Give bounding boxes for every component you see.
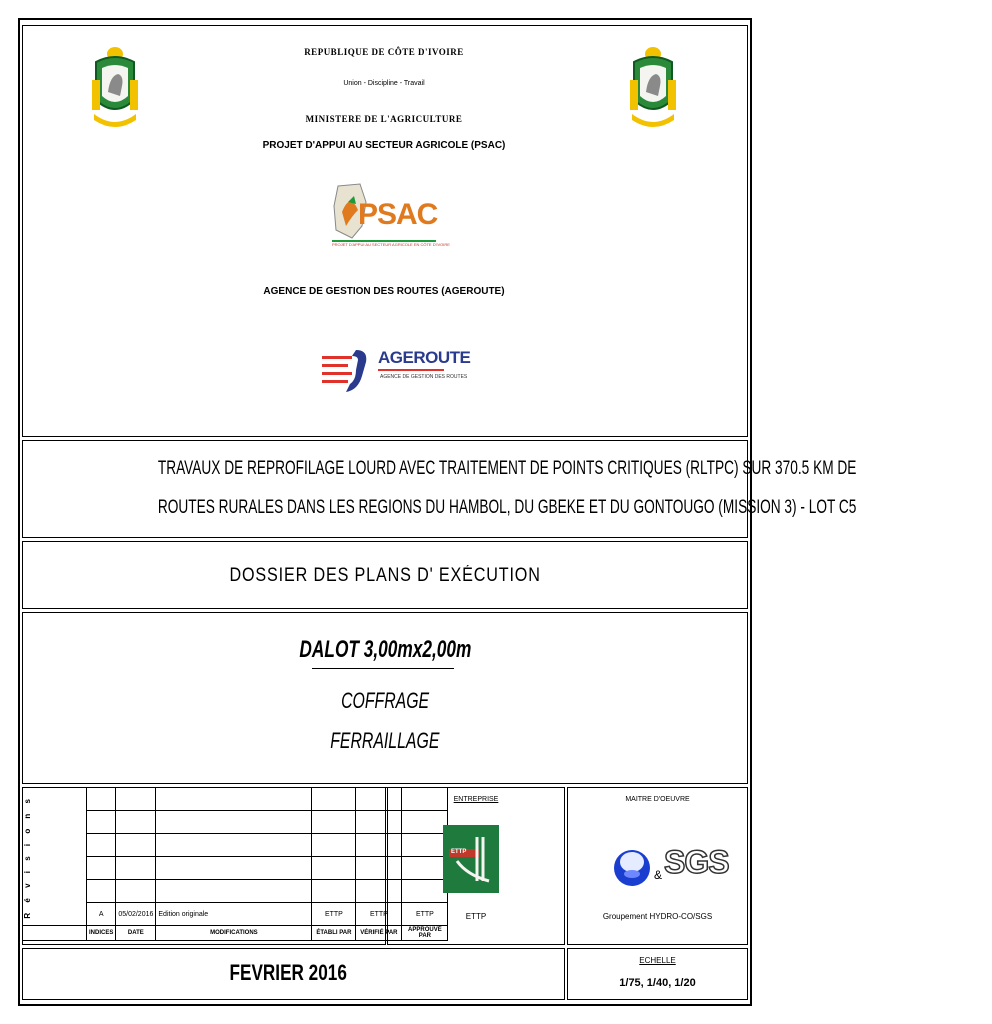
- revision-etabli: ETTP: [312, 903, 356, 926]
- works-title-box: [22, 440, 857, 538]
- revision-empty-row: [23, 857, 448, 880]
- revision-empty-row: [23, 788, 448, 811]
- works-title-line-2: ROUTES RURALES DANS LES REGIONS DU HAMBOL, DU GBEKE ET DU GONTOUGO (MISSION 3) - LOT C5: [157, 497, 857, 518]
- drawing-line-2: FERRAILLAGE: [330, 728, 440, 753]
- coat-of-arms-right-icon: [626, 40, 680, 132]
- maitre-name: Groupement HYDRO-CO/SGS: [602, 912, 713, 921]
- project-name: PROJET D'APPUI AU SECTEUR AGRICOLE (PSAC): [262, 140, 506, 151]
- entreprise-label: ENTREPRISE: [453, 796, 499, 803]
- entreprise-name: ETTP: [465, 912, 487, 921]
- ettp-emblem-icon: [447, 831, 495, 887]
- header-verifie: VÉRIFIÉ PAR: [356, 926, 402, 941]
- coat-of-arms-left-icon: [88, 40, 142, 132]
- header-date: DATE: [116, 926, 156, 941]
- revision-empty-row: [23, 811, 448, 834]
- revision-verifie: ETTP: [356, 903, 402, 926]
- hydro-co-logo-icon: [612, 838, 652, 896]
- ageroute-logo: [322, 344, 471, 398]
- psac-logo: [332, 182, 450, 252]
- header-etabli: ÉTABLI PAR: [312, 926, 356, 941]
- drawing-date: FEVRIER 2016: [229, 960, 347, 985]
- header-indices: INDICES: [87, 926, 116, 941]
- header-approuve: APPROUVÉ PAR: [402, 926, 448, 941]
- revision-approuve: ETTP: [402, 903, 448, 926]
- ministry: MINISTERE DE L'AGRICULTURE: [305, 114, 463, 124]
- revision-empty-row: [23, 834, 448, 857]
- agency-name: AGENCE DE GESTION DES ROUTES (AGEROUTE): [263, 286, 505, 297]
- works-title-line-1: TRAVAUX DE REPROFILAGE LOURD AVEC TRAITEMENT DE POINTS CRITIQUES (RLTPC) SUR 370.5 KM DE: [157, 458, 857, 479]
- revisions-table: [22, 787, 448, 941]
- revision-date: 05/02/2016: [116, 903, 156, 926]
- revision-modification: Edition originale: [156, 903, 312, 926]
- psac-logo-subtitle: PROJET D'APPUI AU SECTEUR AGRICOLE EN CÔTE D'IVOIRE: [332, 242, 450, 247]
- revisions-side-label: R é v i s i o n s: [23, 794, 32, 919]
- ageroute-logo-text: AGEROUTE: [378, 348, 471, 367]
- drawing-line-1: COFFRAGE: [340, 688, 429, 713]
- ageroute-swoosh-icon: [322, 346, 376, 396]
- maitre-label: MAITRE D'OEUVRE: [625, 796, 690, 803]
- revision-index: A: [87, 903, 116, 926]
- motto: Union - Discipline - Travail: [343, 80, 425, 87]
- psac-logo-text: PSAC: [358, 198, 438, 231]
- echelle-label: ECHELLE: [639, 956, 676, 965]
- republic-heading: REPUBLIQUE DE CÔTE D'IVOIRE: [304, 47, 464, 57]
- dossier-title: DOSSIER DES PLANS D' EXÉCUTION: [229, 565, 541, 586]
- sgs-logo: SGS: [664, 844, 729, 880]
- header-modifications: MODIFICATIONS: [156, 926, 312, 941]
- ageroute-logo-subtitle: AGENCE DE GESTION DES ROUTES: [380, 374, 468, 380]
- echelle-value: 1/75, 1/40, 1/20: [619, 977, 696, 989]
- revision-row-a: [23, 903, 448, 926]
- ampersand: &: [654, 868, 663, 882]
- revisions-header-row: [23, 926, 448, 941]
- ettp-logo: [443, 825, 499, 893]
- ettp-logo-text: ETTP: [451, 849, 467, 855]
- drawing-title-underline: [312, 668, 454, 669]
- drawing-title: DALOT 3,00mx2,00m: [299, 636, 471, 663]
- ageroute-underline: [378, 369, 444, 371]
- revisions-side-label-cell: [23, 788, 87, 926]
- revision-empty-row: [23, 880, 448, 903]
